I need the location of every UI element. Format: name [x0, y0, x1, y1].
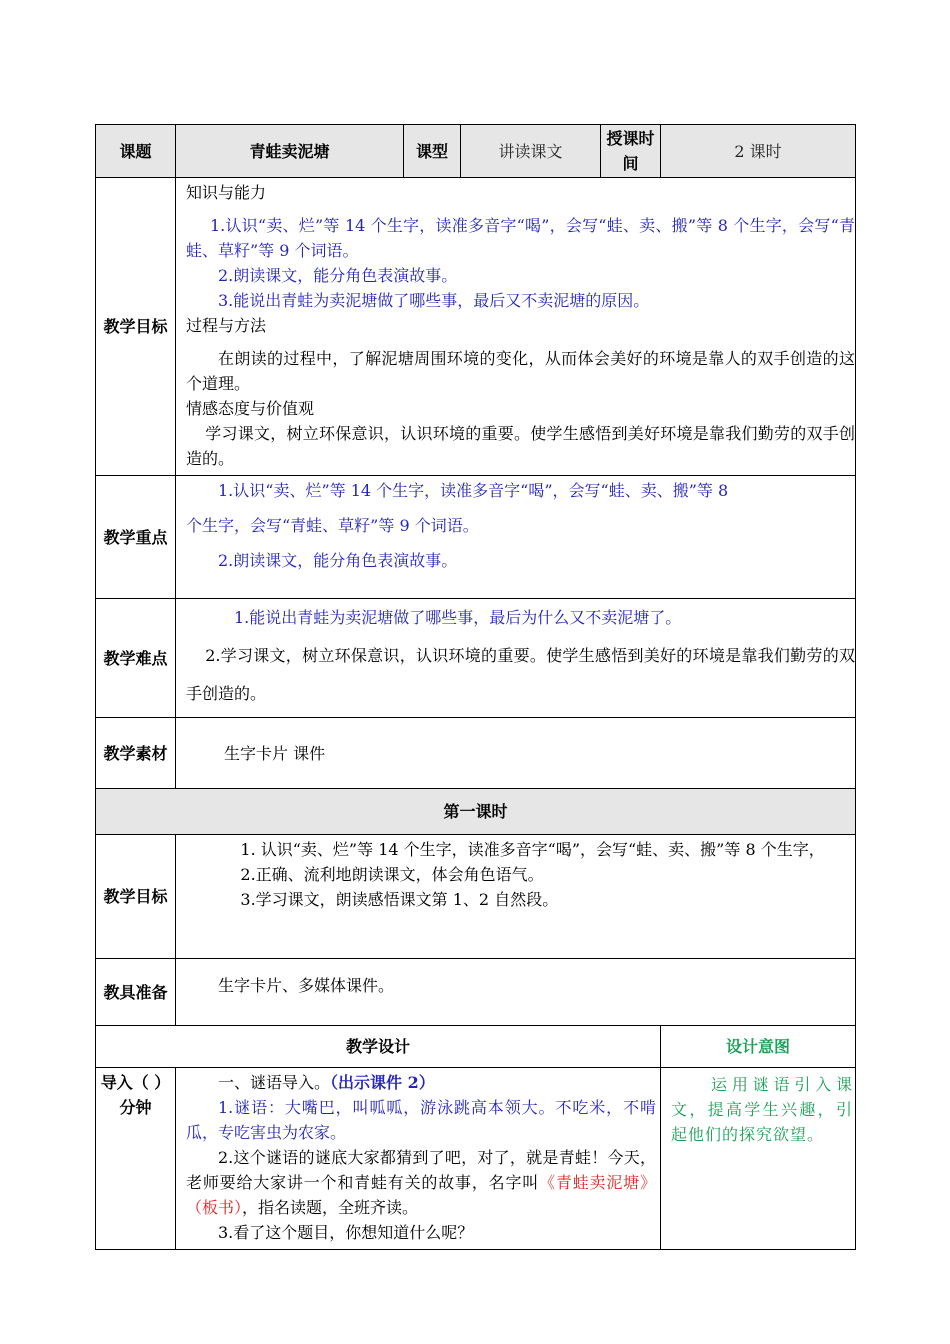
key-points-row [96, 476, 856, 599]
goals-heading-attitude: 情感态度与价值观 [186, 399, 315, 418]
subject-label: 课题 [96, 125, 176, 178]
header-row [96, 125, 856, 178]
lesson-plan-table [95, 124, 856, 1250]
hours-value: 2 课时 [661, 125, 856, 178]
materials-value: 生字卡片 课件 [176, 718, 856, 789]
intent-header: 设计意图 [661, 1026, 856, 1068]
goals-line-3: 3.能说出青蛙为卖泥塘做了哪些事，最后又不卖泥塘的原因。 [218, 291, 650, 310]
tools-value: 生字卡片、多媒体课件。 [176, 959, 856, 1026]
tools-label: 教具准备 [96, 959, 176, 1026]
intro-content [176, 1068, 661, 1250]
tools-row [96, 959, 856, 1026]
materials-label: 教学素材 [96, 718, 176, 789]
intro-row [96, 1068, 856, 1250]
intro-step-3-a: 2.这个谜语的谜底大家都猜到了吧，对了，就是青蛙！今天，老师要给大家讲一个和青蛙有关的故事，名字叫 [186, 1148, 656, 1192]
key-points-line-1a: 1.认识“卖、烂”等 14 个生字，读准多音字“喝”，会写“蛙、卖、搬”等 8 [218, 481, 729, 500]
difficulties-row [96, 599, 856, 718]
lesson1-goal-3: 3.学习课文，朗读感悟课文第 1、2 自然段。 [240, 890, 559, 909]
key-points-label: 教学重点 [96, 476, 176, 599]
intro-step-3-b: ，指名读题，全班齐读。 [242, 1198, 419, 1217]
lesson1-goals-label: 教学目标 [96, 835, 176, 959]
subject-value: 青蛙卖泥塘 [176, 125, 404, 178]
lesson1-goals-content [176, 835, 856, 959]
intro-step-2: 1.谜语：大嘴巴，叫呱呱，游泳跳高本领大。不吃米，不啃瓜，专吃害虫为农家。 [186, 1098, 656, 1142]
goals-heading-knowledge: 知识与能力 [186, 183, 267, 202]
difficulties-content [176, 599, 856, 718]
intro-step-4: 3.看了这个题目，你想知道什么呢？ [218, 1223, 474, 1242]
lesson1-goals-row [96, 835, 856, 959]
goals-line-1: 1.认识“卖、烂”等 14 个生字，读准多音字“喝”，会写“蛙、卖、搬”等 8 个生字，会写“青蛙、草籽”等 9 个词语。 [186, 216, 855, 260]
goals-row [96, 178, 856, 476]
type-value: 讲读课文 [461, 125, 601, 178]
goals-heading-process: 过程与方法 [186, 316, 267, 335]
time-label: 授课时间 [601, 125, 661, 178]
goals-line-5: 学习课文，树立环保意识，认识环境的重要。使学生感悟到美好环境是靠我们勤劳的双手创造的。 [186, 424, 855, 468]
intro-step-1 [186, 1070, 656, 1095]
intro-intent: 运用谜语引入课文，提高学生兴趣，引起他们的探究欲望。 [661, 1068, 856, 1250]
difficulties-line-1: 1.能说出青蛙为卖泥塘做了哪些事，最后为什么又不卖泥塘了。 [234, 608, 682, 627]
lesson1-title: 第一课时 [96, 789, 856, 835]
difficulties-label: 教学难点 [96, 599, 176, 718]
difficulties-line-2: 2.学习课文，树立环保意识，认识环境的重要。使学生感悟到美好的环境是靠我们勤劳的双手创造的。 [186, 646, 855, 703]
intro-label: 导入（ ）分钟 [96, 1068, 176, 1250]
lesson1-goal-2: 2.正确、流利地朗读课文，体会角色语气。 [240, 865, 544, 884]
goals-label: 教学目标 [96, 178, 176, 476]
intro-step-3 [186, 1145, 656, 1220]
design-header: 教学设计 [96, 1026, 661, 1068]
key-points-content [176, 476, 856, 599]
goals-content [176, 178, 856, 476]
type-label: 课型 [404, 125, 461, 178]
lesson1-goal-1: 1. 认识“卖、烂”等 14 个生字，读准多音字“喝”，会写“蛙、卖、搬”等 8 个生字， [240, 840, 825, 859]
goals-line-2: 2.朗读课文，能分角色表演故事。 [218, 266, 458, 285]
design-header-row [96, 1026, 856, 1068]
materials-row [96, 718, 856, 789]
goals-line-4: 在朗读的过程中，了解泥塘周围环境的变化，从而体会美好的环境是靠人的双手创造的这个道理。 [186, 349, 855, 393]
intro-step-3-title: 《青蛙卖泥塘》（板书） [186, 1173, 656, 1217]
intro-step-1-text: 一、谜语导入。 [218, 1073, 331, 1092]
intro-step-1-tag: （出示课件 2） [330, 1073, 435, 1092]
key-points-line-2: 2.朗读课文，能分角色表演故事。 [218, 551, 458, 570]
lesson1-title-row [96, 789, 856, 835]
key-points-line-1b: 个生字，会写“青蛙、草籽”等 9 个词语。 [186, 516, 479, 535]
